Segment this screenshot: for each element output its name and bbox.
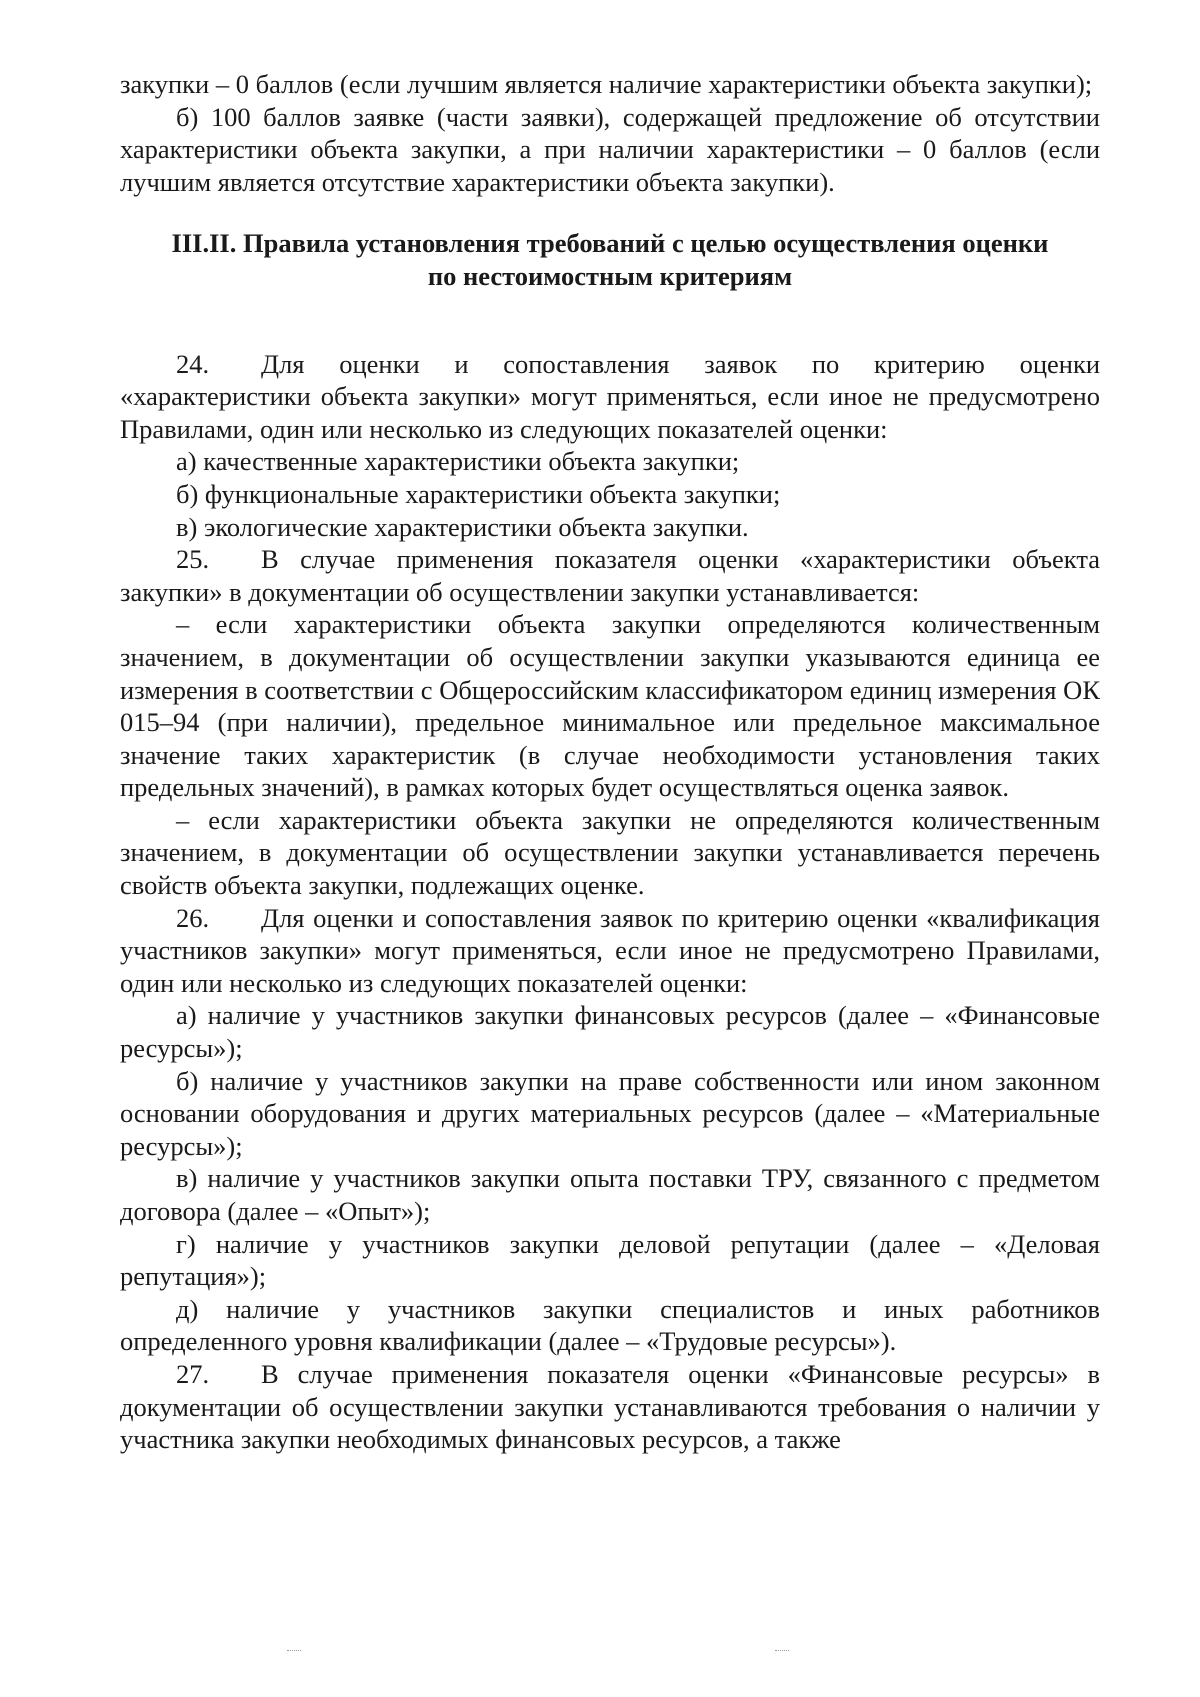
clause-26-text: Для оценки и сопоставления заявок по критерию оценки «квалификация участников закупки» могут применяться, если иное не предусмотрено Правилами, один или несколько из следующих показателей оценки: <box>120 902 1100 998</box>
clause-25 <box>120 543 1100 608</box>
scan-dot-mark <box>287 1650 301 1653</box>
clause-24-item-b: б) функциональные характеристики объекта закупки; <box>176 478 781 509</box>
clause-26-number: 26. <box>176 902 210 933</box>
clause-25-item-2: – если характеристики объекта закупки не определяются количественным значением, в документации об осуществлении закупки устанавливается перечень свойств объекта закупки, подлежащих оценке. <box>120 804 1100 901</box>
clause-24-number: 24. <box>176 348 210 379</box>
clause-27-number: 27. <box>176 1358 210 1389</box>
clause-24-item-c: в) экологические характеристики объекта закупки. <box>176 511 749 542</box>
clause-25-item-1: – если характеристики объекта закупки определяются количественным значением, в документации об осуществлении закупки указываются единица ее измерения в соответствии с Общероссийским классификатором единиц измерения ОК 015–94 (при наличии), предельное минимальное или предельное максимальное значение таких характеристик (в случае необходимости установления таких предельных значений), в рамках которых будет осуществляться оценка заявок. <box>120 609 1100 803</box>
clause-24-text: Для оценки и сопоставления заявок по критерию оценки «характеристики объекта закупки» могут применяться, если иное не предусмотрено Правилами, один или несколько из следующих показателей оценки: <box>120 348 1100 444</box>
clause-26-item-c: в) наличие у участников закупки опыта поставки ТРУ, связанного с предметом договора (далее – «Опыт»); <box>120 1163 1100 1226</box>
clause-26-item-b: б) наличие у участников закупки на праве собственности или ином законном основании оборудования и других материальных ресурсов (далее – «Материальные ресурсы»); <box>120 1065 1100 1161</box>
clause-27-text: В случае применения показателя оценки «Финансовые ресурсы» в документации об осуществлении закупки устанавливаются требования о наличии у участника закупки необходимых финансовых ресурсов, а также <box>120 1358 1100 1455</box>
clause-26 <box>120 902 1100 1000</box>
clause-24-item-a: а) качественные характеристики объекта закупки; <box>176 446 740 477</box>
section-heading-line-2: по нестоимостным критериям <box>427 260 793 291</box>
paragraph-continuation: закупки – 0 баллов (если лучшим является наличие характеристики объекта закупки); <box>120 69 1093 99</box>
scan-marks <box>0 1650 1200 1660</box>
scan-dot-mark <box>775 1650 789 1653</box>
clause-25-text: В случае применения показателя оценки «характеристики объекта закупки» в документации об осуществлении закупки устанавливается: <box>120 544 1100 607</box>
document-page <box>120 68 1100 1456</box>
section-heading-line-1: III.II. Правила установления требований с целью осуществления оценки <box>171 228 1049 259</box>
clause-27 <box>120 1358 1100 1456</box>
clause-26-item-d: г) наличие у участников закупки деловой репутации (далее – «Деловая репутация»); <box>120 1228 1100 1292</box>
clause-26-item-a: а) наличие у участников закупки финансовых ресурсов (далее – «Финансовые ресурсы»); <box>120 1000 1100 1064</box>
clause-26-item-e: д) наличие у участников закупки специалистов и иных работников определенного уровня квалификации (далее – «Трудовые ресурсы»). <box>120 1293 1100 1357</box>
paragraph-item-b: б) 100 баллов заявке (части заявки), содержащей предложение об отсутствии характеристики объекта закупки, а при наличии характеристики – 0 баллов (если лучшим является отсутствие характеристики объекта закупки). <box>120 101 1100 197</box>
clause-24 <box>120 348 1100 446</box>
clause-25-number: 25. <box>176 544 210 575</box>
